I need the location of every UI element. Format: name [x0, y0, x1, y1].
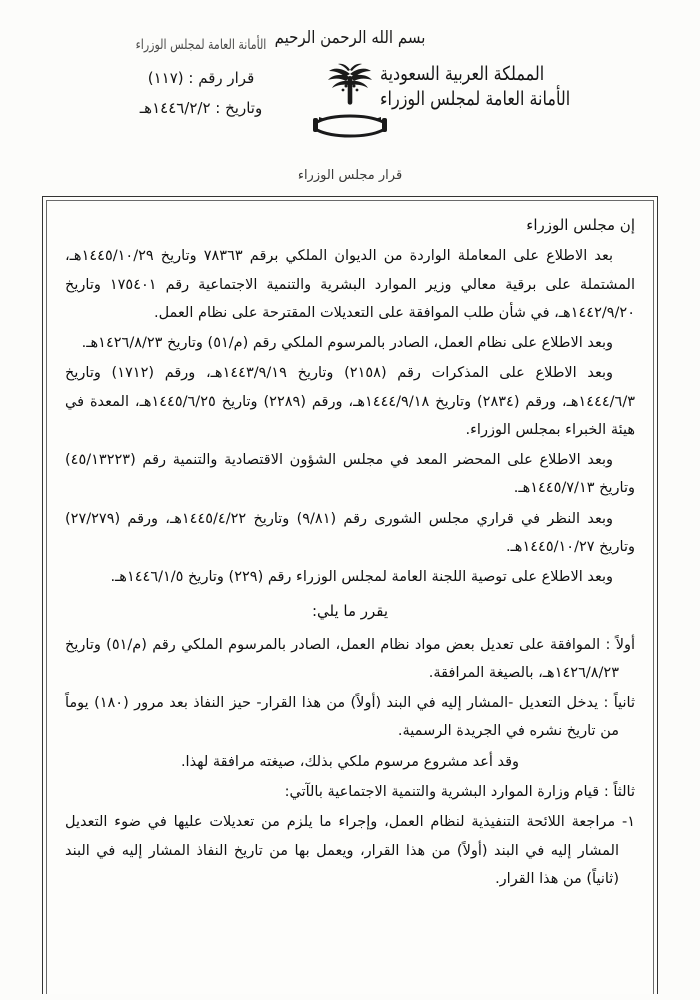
- secretariat-title: الأمانة العامة لمجلس الوزراء: [380, 86, 571, 110]
- header-stamp-text: الأمانة العامة لمجلس الوزراء: [135, 36, 267, 53]
- paragraph-4: وبعد الاطلاع على المحضر المعد في مجلس الشؤون الاقتصادية والتنمية رقم (٤٥/١٣٢٢٣) وتاريخ ١٤٤٥/٧/١٣هـ.: [65, 452, 635, 497]
- clause-third-item-1: ١- مراجعة اللائحة التنفيذية لنظام العمل، وإجراء ما يلزم من تعديلات عليها في ضوء التعديل المشار إليه في البند (أولاً) من هذا القرار، ويعمل بها من تاريخ النفاذ المشار إليه في البند (ثانياً) من هذا القرار.: [65, 814, 635, 887]
- paragraph-1: بعد الاطلاع على المعاملة الواردة من الديوان الملكي برقم ٧٨٣٦٣ وتاريخ ١٤٤٥/١٠/٢٩هـ، المشتملة على برقية معالي وزير الموارد البشرية والتنمية الاجتماعية رقم ١٧٥٤٠١ وتاريخ ١٤٤٢/٩/٢٠هـ، في شأن طلب الموافقة على التعديلات المقترحة على نظام العمل.: [65, 248, 635, 321]
- clause-third: ثالثاً : قيام وزارة الموارد البشرية والتنمية الاجتماعية بالآتي:: [284, 784, 635, 801]
- paragraph-5: وبعد النظر في قراري مجلس الشورى رقم (٩/٨١) وتاريخ ١٤٤٥/٤/٢٢هـ، ورقم (٢٧/٢٧٩) وتاريخ ١٤٤٥/١٠/٢٧هـ.: [65, 510, 635, 555]
- clause-first: أولاً : الموافقة على تعديل بعض مواد نظام العمل، الصادر بالمرسوم الملكي رقم (م/٥١) وتاريخ ١٤٢٦/٨/٢٣هـ، بالصيغة المرافقة.: [65, 636, 635, 681]
- paragraph-2: وبعد الاطلاع على نظام العمل، الصادر بالمرسوم الملكي رقم (م/٥١) وتاريخ ١٤٢٦/٨/٢٣هـ.: [81, 335, 613, 352]
- kingdom-title: المملكة العربية السعودية: [380, 61, 545, 85]
- document-header: [0, 28, 700, 178]
- document-body-text: [65, 211, 635, 893]
- paragraph-3: وبعد الاطلاع على المذكرات رقم (٢١٥٨) وتاريخ ١٤٤٣/٩/١٩هـ، ورقم (١٧١٢) وتاريخ ١٤٤٤/٦/٣هـ، ورقم (٢٨٣٤) وتاريخ ١٤٤٤/٩/١٨هـ، ورقم (٢٢٨٩) وتاريخ ١٤٤٥/٦/٢٥هـ، المعدة في هيئة الخبراء بمجلس الوزراء.: [65, 365, 636, 438]
- document-subtitle: قرار مجلس الوزراء: [297, 168, 403, 183]
- clause-second: ثانياً : يدخل التعديل -المشار إليه في البند (أولاً) من هذا القرار- حيز النفاذ بعد مرور (١٨٠) يوماً من تاريخ نشره في الجريدة الرسمية.: [65, 695, 636, 740]
- decree-number: قرار رقم : (١١٧): [147, 69, 255, 87]
- paragraph-6: وبعد الاطلاع على توصية اللجنة العامة لمجلس الوزراء رقم (٢٢٩) وتاريخ ١٤٤٦/١/٥هـ.: [110, 569, 613, 586]
- decides-label: يقرر ما يلي:: [311, 602, 389, 621]
- header-right-block: [380, 62, 630, 112]
- clause-second-note: وقد أعد مشروع مرسوم ملكي بذلك، صيغته مرافقة لهذا.: [180, 753, 520, 770]
- basmala-text: بسم الله الرحمن الرحيم: [274, 26, 426, 48]
- decree-date: وتاريخ : ١٤٤٦/٢/٢هـ: [139, 99, 263, 117]
- document-body-frame: [42, 196, 658, 994]
- opening-line: إن مجلس الوزراء: [526, 216, 635, 234]
